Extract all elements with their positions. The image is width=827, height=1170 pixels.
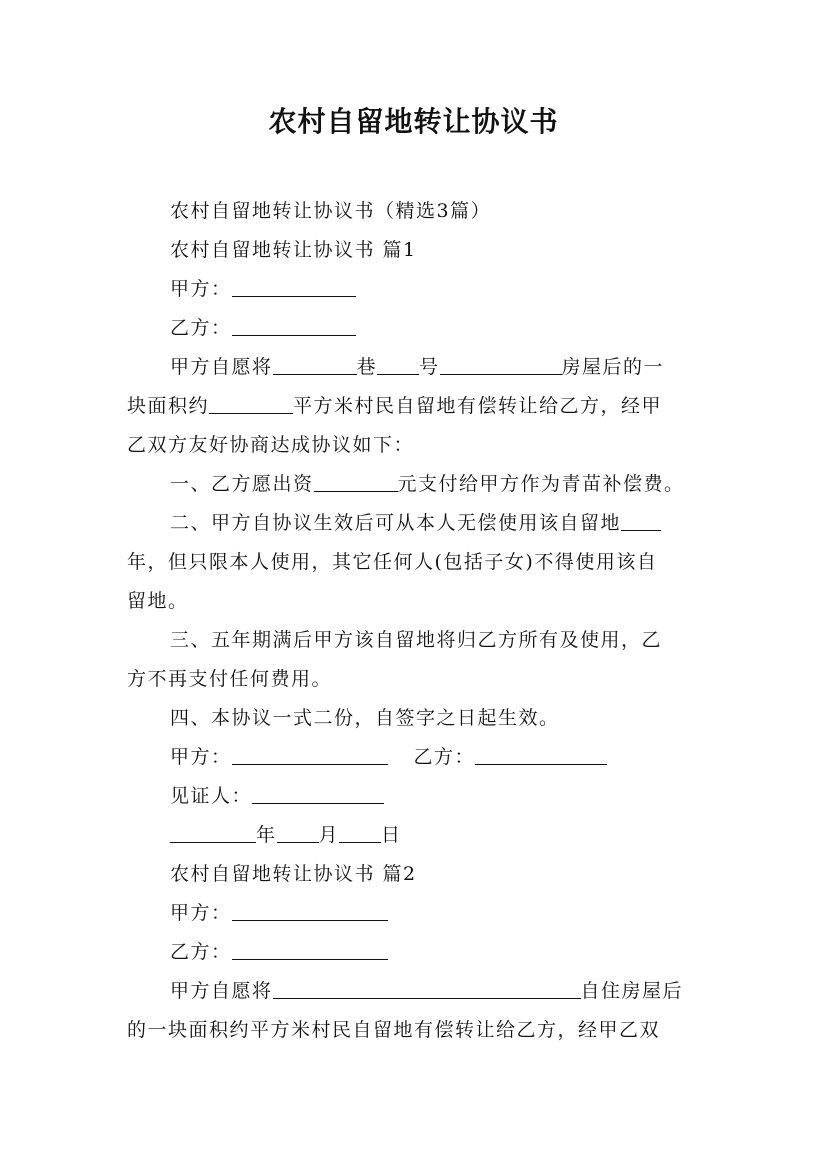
paragraph-section-1-heading <box>127 231 702 270</box>
day-blank <box>339 823 381 843</box>
clause-2-line-3 <box>127 582 702 621</box>
party-a-label: 甲方： <box>170 278 232 300</box>
year-blank <box>170 823 256 843</box>
transfer-text-c: 号 <box>419 356 440 378</box>
clause-1-text-a: 一、乙方愿出资 <box>170 473 314 495</box>
paragraph-transfer-line-2 <box>127 387 702 426</box>
clause-1 <box>127 465 702 504</box>
clause-2-line2-text: 年，但只限本人使用，其它任何人(包括子女)不得使用该自 <box>127 551 658 573</box>
clause-4 <box>127 699 702 738</box>
section-2-party-b-label: 乙方： <box>170 941 232 963</box>
document-title: 农村自留地转让协议书 <box>268 105 559 138</box>
number-blank <box>377 355 419 375</box>
transfer-text-b: 巷 <box>356 356 378 378</box>
transfer-text-d: 房屋后的一 <box>561 356 665 378</box>
clause-2-line-1 <box>127 504 702 543</box>
date-line <box>127 816 702 855</box>
clause-4-text: 四、本协议一式二份，自签字之日起生效。 <box>170 707 560 729</box>
clause-3-line1-text: 三、五年期满后甲方该自留地将归乙方所有及使用，乙 <box>170 629 663 651</box>
paragraph-transfer-line-3 <box>127 426 702 465</box>
witness-line <box>127 777 702 816</box>
section-2-party-a-label: 甲方： <box>170 902 232 924</box>
transfer-line3: 乙双方友好协商达成协议如下： <box>127 434 415 456</box>
month-label: 月 <box>318 824 340 846</box>
clause-3-line2-text: 方不再支付任何费用。 <box>127 668 333 690</box>
party-b-line <box>127 309 702 348</box>
section-2-party-b-blank <box>232 940 388 960</box>
paragraph-section-2-heading <box>127 855 702 894</box>
section-2-transfer-line2-text: 的一块面积约平方米村民自留地有偿转让给乙方，经甲乙双 <box>127 1019 661 1041</box>
clause-2-line3-text: 留地。 <box>127 590 189 612</box>
section-2-party-a-blank <box>232 901 388 921</box>
witness-label: 见证人： <box>170 785 253 807</box>
section-2-party-a-line <box>127 894 702 933</box>
clause-2-text-a: 二、甲方自协议生效后可从本人无偿使用该自留地 <box>170 512 622 534</box>
section-2-transfer-text-b: 自住房屋后 <box>580 980 684 1002</box>
party-b-label: 乙方： <box>170 317 232 339</box>
signature-party-b-label: 乙方： <box>413 746 476 768</box>
signature-party-a-blank <box>232 745 388 765</box>
witness-blank <box>252 784 384 804</box>
day-label: 日 <box>381 824 402 846</box>
transfer-line2-a: 块面积约 <box>127 395 210 417</box>
signature-party-b-blank <box>475 745 607 765</box>
clause-2-line-2 <box>127 543 702 582</box>
party-b-blank <box>232 316 356 336</box>
month-blank <box>277 823 319 843</box>
party-a-line <box>127 270 702 309</box>
party-a-blank <box>232 277 356 297</box>
year-label: 年 <box>256 824 277 846</box>
transfer-text-a: 甲方自愿将 <box>170 356 273 378</box>
transfer-line2-b: 平方米村民自留地有偿转让给乙方，经甲 <box>293 395 663 417</box>
section-1-heading-text: 农村自留地转让协议书 篇1 <box>170 239 417 261</box>
signature-party-a-label: 甲方： <box>170 746 232 768</box>
section-2-party-b-line <box>127 933 702 972</box>
collection-heading-text: 农村自留地转让协议书（精选3篇） <box>170 200 492 222</box>
clause-1-text-b: 元支付给甲方作为青苗补偿费。 <box>397 473 685 495</box>
signature-line <box>127 738 702 777</box>
house-blank <box>440 355 562 375</box>
compensation-blank <box>314 472 398 492</box>
paragraph-collection-heading <box>127 192 702 231</box>
clause-3-line-1 <box>127 621 702 660</box>
area-blank <box>209 394 293 414</box>
clause-3-line-2 <box>127 660 702 699</box>
lane-blank <box>273 355 357 375</box>
paragraph-transfer-line-1 <box>127 348 702 387</box>
section-2-heading-text: 农村自留地转让协议书 篇2 <box>170 863 417 885</box>
years-blank <box>621 511 661 531</box>
section-2-transfer-text-a: 甲方自愿将 <box>170 980 273 1002</box>
section-2-house-blank <box>273 979 581 999</box>
section-2-transfer-line-1 <box>127 972 702 1011</box>
section-2-transfer-line-2 <box>127 1011 702 1050</box>
